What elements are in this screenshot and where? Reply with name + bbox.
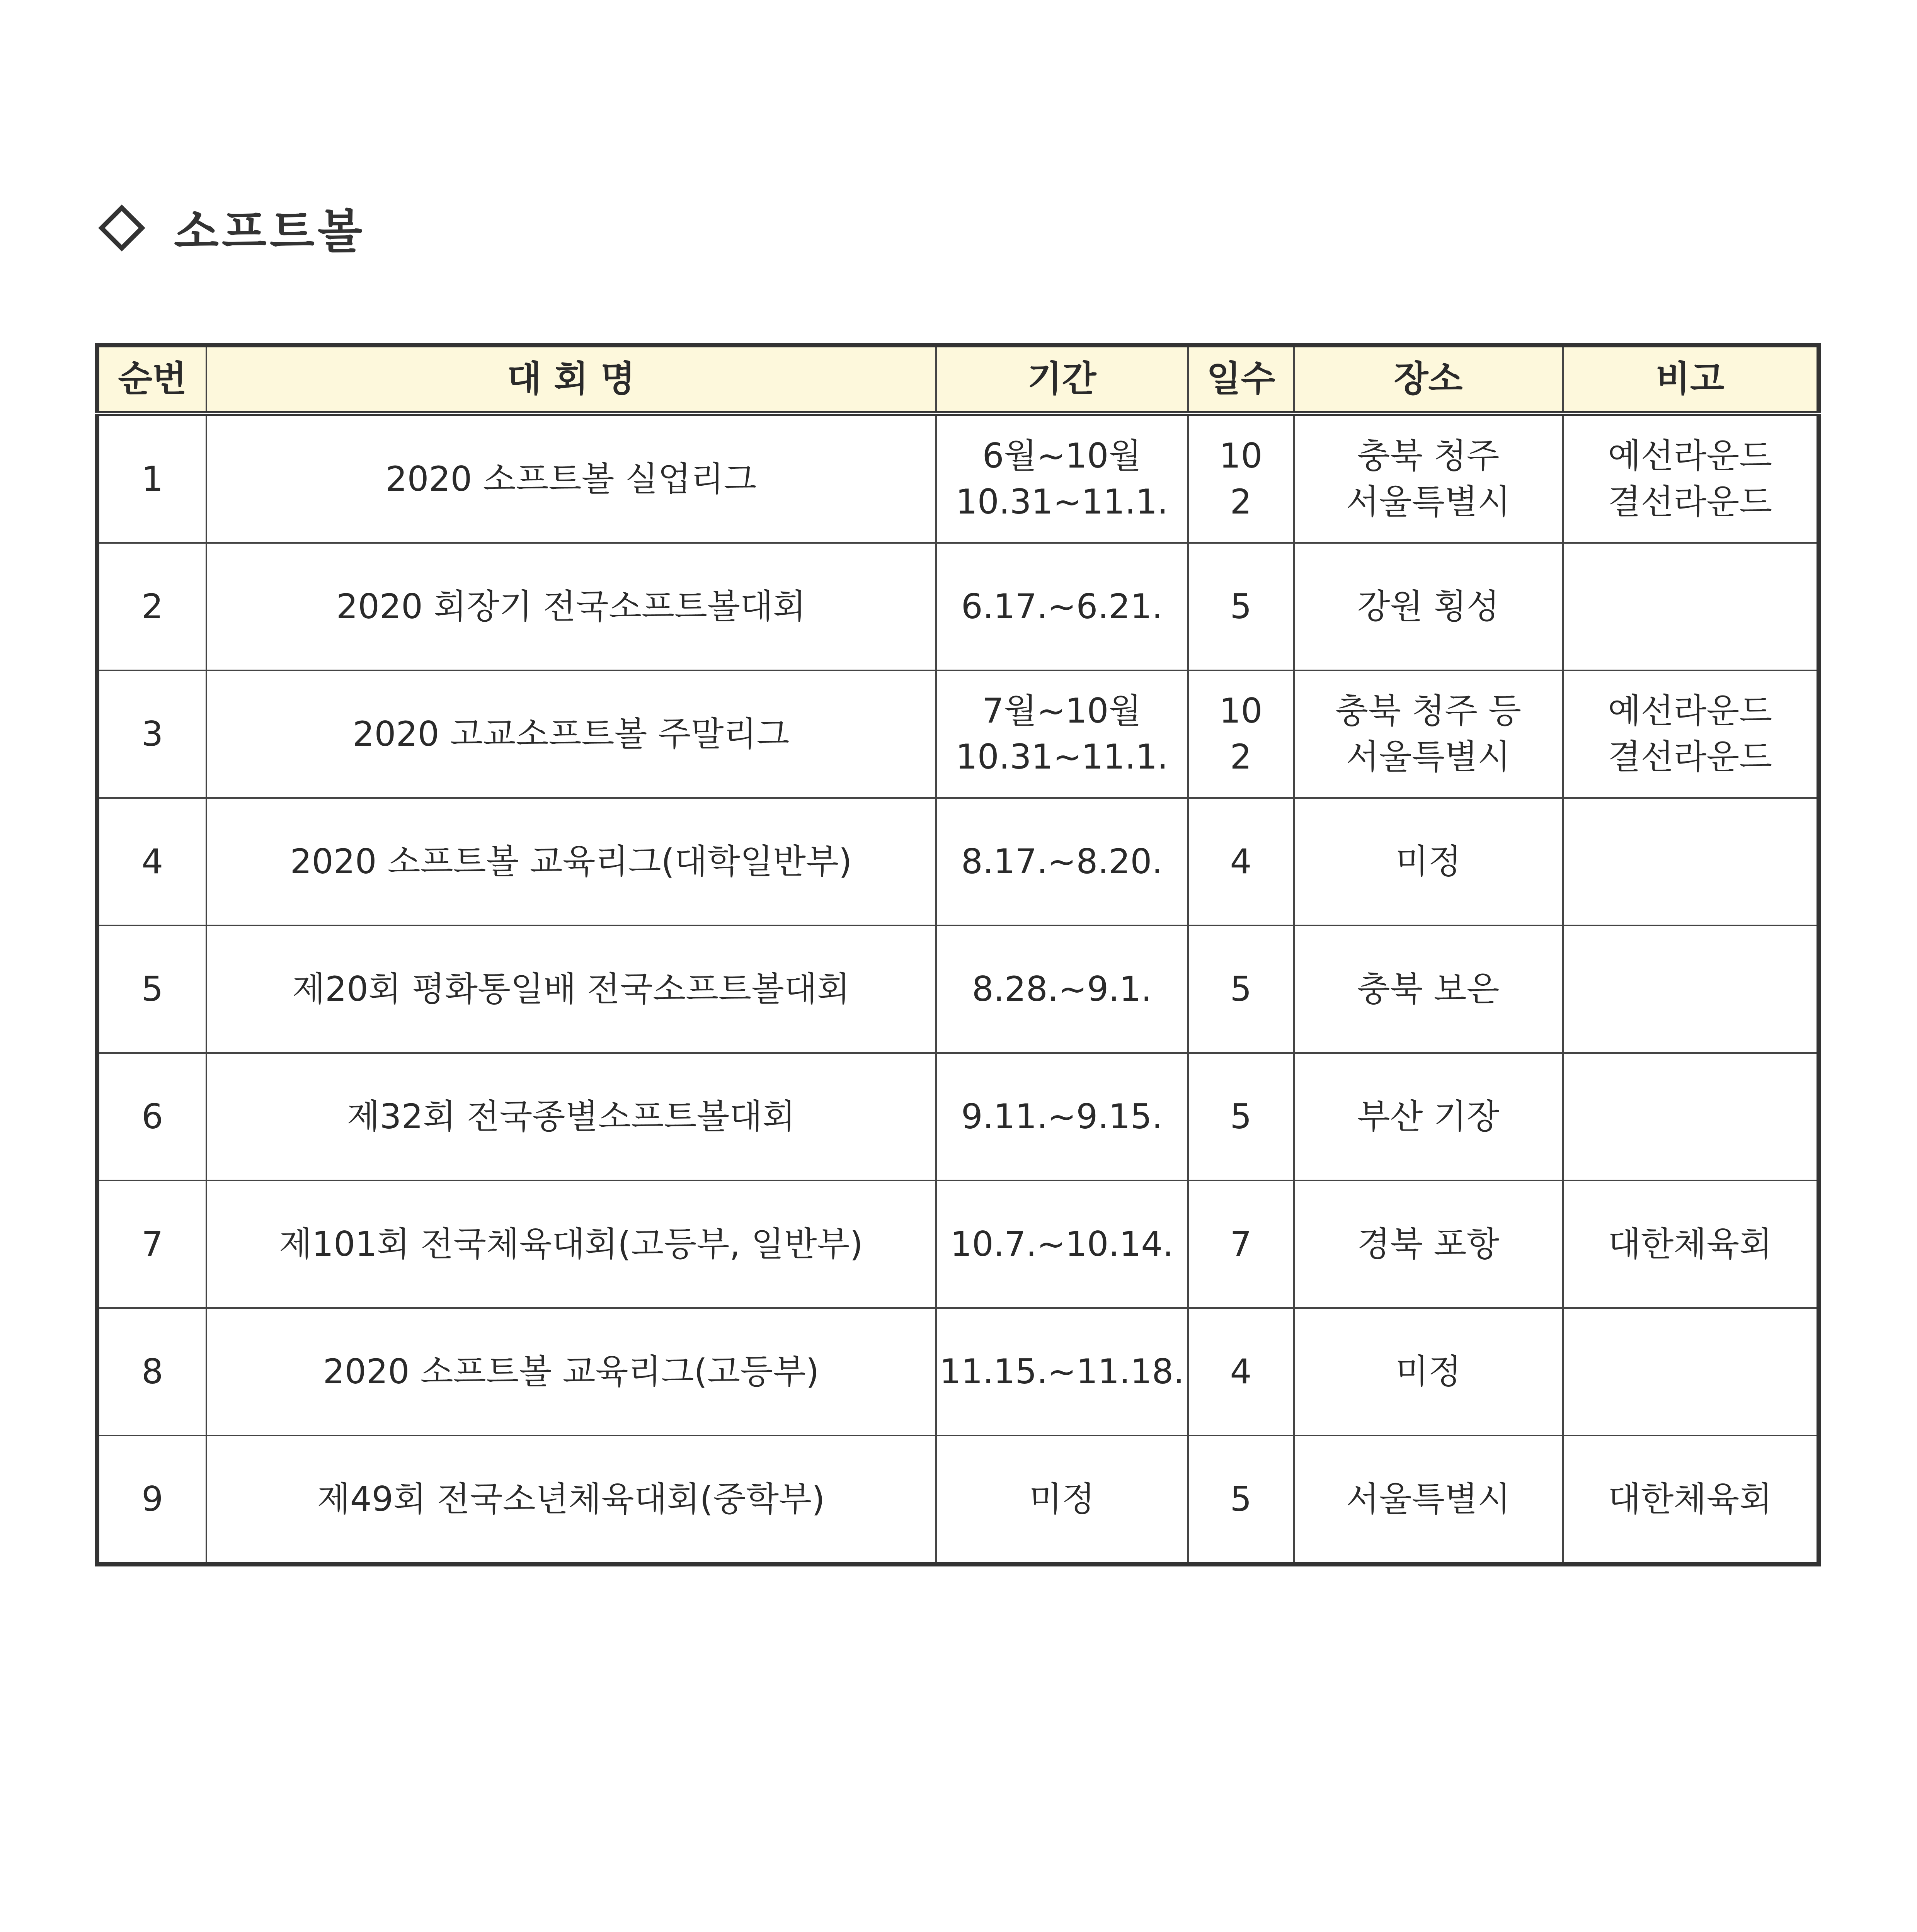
cell-days-line: 5	[1230, 1479, 1252, 1519]
cell-venue-line: 서울특별시	[1346, 737, 1511, 777]
header-days: 일수	[1188, 345, 1294, 414]
table-row	[97, 1308, 1819, 1435]
cell-note	[1563, 670, 1819, 798]
table-row	[97, 798, 1819, 925]
cell-note-line: 예선라운드	[1608, 691, 1772, 731]
header-period: 기간	[936, 345, 1188, 414]
cell-name: 제101회 전국체육대회(고등부, 일반부)	[206, 1180, 936, 1308]
cell-period-line: 미정	[1029, 1479, 1095, 1519]
cell-period	[936, 413, 1188, 543]
header-note: 비고	[1563, 345, 1819, 414]
cell-note	[1563, 413, 1819, 543]
cell-period-line: 8.17.~8.20.	[961, 841, 1163, 881]
cell-name: 2020 소프트볼 교육리그(대학일반부)	[206, 798, 936, 925]
cell-period-line: 9.11.~9.15.	[961, 1096, 1163, 1136]
cell-days-line: 2	[1230, 482, 1252, 522]
cell-venue-line: 강원 횡성	[1357, 586, 1500, 626]
cell-venue-line: 충북 청주	[1357, 436, 1500, 476]
cell-name: 2020 고교소프트볼 주말리그	[206, 670, 936, 798]
cell-venue	[1294, 798, 1563, 925]
cell-venue	[1294, 1308, 1563, 1435]
section-heading	[94, 189, 366, 267]
cell-note-line: 대한체육회	[1608, 1479, 1772, 1519]
cell-days-line: 7	[1230, 1224, 1252, 1264]
cell-days	[1188, 413, 1294, 543]
cell-days-line: 5	[1230, 1096, 1252, 1136]
cell-days	[1188, 543, 1294, 670]
cell-venue-line: 미정	[1395, 1351, 1461, 1391]
header-name: 대 회 명	[206, 345, 936, 414]
cell-name: 제20회 평화통일배 전국소프트볼대회	[206, 925, 936, 1053]
cell-note-line: 결선라운드	[1608, 482, 1772, 522]
cell-days	[1188, 670, 1294, 798]
table-row	[97, 1180, 1819, 1308]
cell-days	[1188, 925, 1294, 1053]
cell-venue-line: 미정	[1395, 841, 1461, 881]
cell-name: 제32회 전국종별소프트볼대회	[206, 1053, 936, 1180]
cell-note-line: 예선라운드	[1608, 436, 1772, 476]
cell-period	[936, 1180, 1188, 1308]
cell-no: 5	[97, 925, 206, 1053]
cell-venue	[1294, 1435, 1563, 1565]
cell-venue	[1294, 413, 1563, 543]
cell-name: 제49회 전국소년체육대회(중학부)	[206, 1435, 936, 1565]
cell-no: 7	[97, 1180, 206, 1308]
cell-no: 3	[97, 670, 206, 798]
cell-venue-line: 경북 포항	[1357, 1224, 1500, 1264]
cell-venue-line: 서울특별시	[1346, 1479, 1511, 1519]
cell-days	[1188, 1435, 1294, 1565]
cell-venue-line: 부산 기장	[1357, 1096, 1500, 1136]
cell-no: 4	[97, 798, 206, 925]
cell-period-line: 10.31~11.1.	[955, 482, 1168, 522]
cell-note	[1563, 925, 1819, 1053]
cell-venue-line: 충북 청주 등	[1335, 691, 1521, 731]
cell-days	[1188, 798, 1294, 925]
cell-note	[1563, 543, 1819, 670]
cell-period-line: 6.17.~6.21.	[961, 586, 1163, 626]
cell-days-line: 10	[1219, 691, 1263, 731]
cell-venue	[1294, 670, 1563, 798]
cell-days-line: 4	[1230, 1351, 1252, 1391]
cell-period	[936, 798, 1188, 925]
cell-note	[1563, 1053, 1819, 1180]
cell-no: 8	[97, 1308, 206, 1435]
cell-name: 2020 회장기 전국소프트볼대회	[206, 543, 936, 670]
cell-period	[936, 670, 1188, 798]
cell-period-line: 6월~10월	[982, 436, 1142, 476]
cell-period	[936, 1053, 1188, 1180]
cell-period-line: 10.7.~10.14.	[950, 1224, 1174, 1264]
cell-days	[1188, 1053, 1294, 1180]
section-title: 소프트볼	[174, 205, 366, 259]
cell-period-line: 8.28.~9.1.	[972, 969, 1152, 1009]
table-row	[97, 413, 1819, 543]
table-row	[97, 670, 1819, 798]
header-no: 순번	[97, 345, 206, 414]
cell-venue-line: 서울특별시	[1346, 482, 1511, 522]
cell-no: 6	[97, 1053, 206, 1180]
diamond-outline-icon	[98, 204, 145, 252]
table-row	[97, 925, 1819, 1053]
cell-no: 9	[97, 1435, 206, 1565]
cell-no: 1	[97, 413, 206, 543]
cell-period-line: 11.15.~11.18.	[939, 1351, 1185, 1391]
cell-period-line: 7월~10월	[982, 691, 1142, 731]
cell-days-line: 4	[1230, 841, 1252, 881]
cell-note	[1563, 798, 1819, 925]
cell-venue-line: 충북 보은	[1357, 969, 1500, 1009]
cell-period	[936, 1308, 1188, 1435]
header-venue: 장소	[1294, 345, 1563, 414]
cell-note-line: 결선라운드	[1608, 737, 1772, 777]
table-row	[97, 1053, 1819, 1180]
cell-venue	[1294, 543, 1563, 670]
cell-days	[1188, 1180, 1294, 1308]
table-header-row	[97, 345, 1819, 414]
table-row	[97, 543, 1819, 670]
cell-days-line: 2	[1230, 737, 1252, 777]
cell-no: 2	[97, 543, 206, 670]
table-row	[97, 1435, 1819, 1565]
cell-note	[1563, 1435, 1819, 1565]
cell-period	[936, 1435, 1188, 1565]
cell-note-line: 대한체육회	[1608, 1224, 1772, 1264]
cell-days-line: 5	[1230, 586, 1252, 626]
cell-venue	[1294, 925, 1563, 1053]
cell-period	[936, 543, 1188, 670]
cell-name: 2020 소프트볼 실업리그	[206, 413, 936, 543]
competition-schedule-table	[95, 343, 1821, 1566]
cell-days-line: 5	[1230, 969, 1252, 1009]
cell-note	[1563, 1180, 1819, 1308]
cell-venue	[1294, 1053, 1563, 1180]
cell-name: 2020 소프트볼 교육리그(고등부)	[206, 1308, 936, 1435]
cell-note	[1563, 1308, 1819, 1435]
cell-days-line: 10	[1219, 436, 1263, 476]
cell-period	[936, 925, 1188, 1053]
cell-venue	[1294, 1180, 1563, 1308]
cell-days	[1188, 1308, 1294, 1435]
cell-period-line: 10.31~11.1.	[955, 737, 1168, 777]
